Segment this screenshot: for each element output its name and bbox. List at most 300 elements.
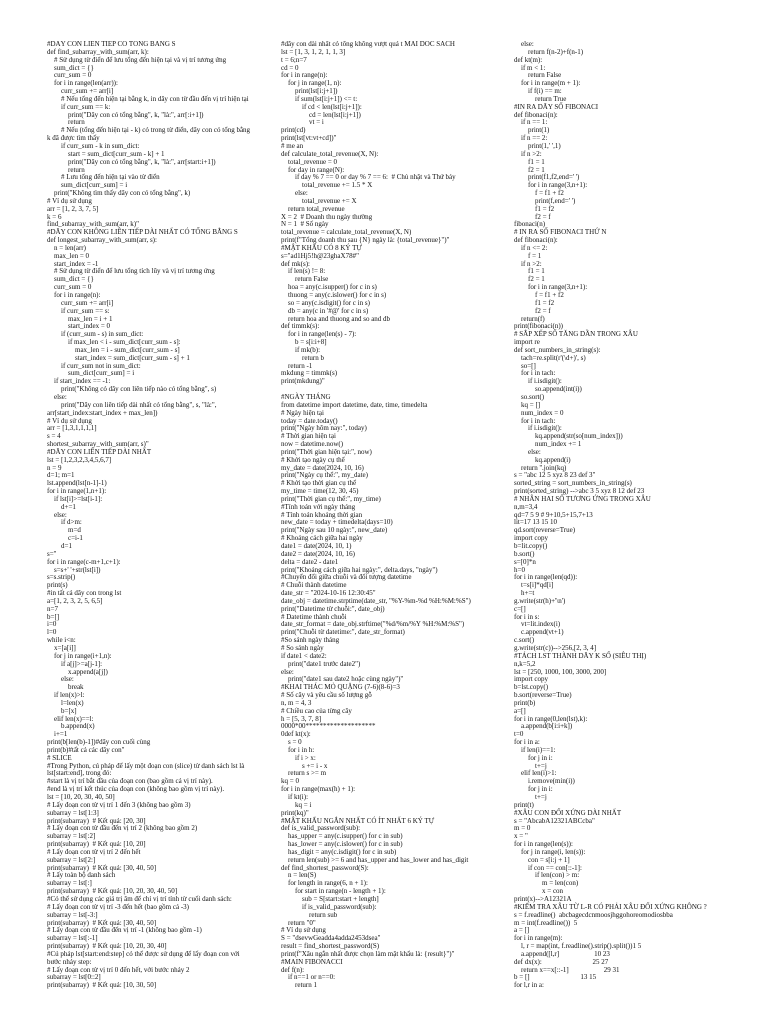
code-line: so=[] bbox=[514, 361, 536, 370]
code-line: tach=re.split(r'(\d+)', s) bbox=[514, 353, 586, 362]
code-line: # Lấy đoạn con từ vị trí 0 đến hết, với bước nhảy 2 bbox=[47, 965, 190, 974]
code-line: my_time = time(12, 30, 45) bbox=[281, 487, 359, 496]
code-line: s = "abc 12 5 xyz 8 23 def 3" bbox=[514, 471, 596, 480]
code-line: break bbox=[47, 683, 84, 692]
code-line: if a[j]>=a[j-1]: bbox=[47, 659, 103, 668]
code-line: sum_dict = {} bbox=[47, 63, 94, 72]
code-line: if date1 < date2: bbox=[281, 651, 327, 660]
code-line: # Thời gian hiện tại bbox=[281, 432, 336, 441]
code-line: print(b) bbox=[514, 698, 536, 707]
code-line: return False bbox=[514, 71, 562, 80]
code-line: for j in i: bbox=[514, 753, 553, 762]
code-line: print(f"Xâu ngắn nhất được chọn làm mật khẩu là: {result}")" bbox=[281, 949, 455, 958]
code-line: a = [] bbox=[514, 926, 530, 935]
code-line: # me an bbox=[281, 141, 304, 150]
code-line: total_revenue = 0 bbox=[281, 157, 338, 166]
code-line: a=[1, 2, 3, 2, 5, 6,5] bbox=[47, 596, 103, 605]
code-line: print(f1,f2,end=' ') bbox=[514, 173, 580, 182]
code-line: def find_subarray_with_sum(arr, k): bbox=[47, 47, 149, 56]
code-line: arr = [1,3,1,1,1,1] bbox=[47, 424, 97, 433]
code-line: # SLICE bbox=[47, 753, 72, 762]
code-line: f2 = 1 bbox=[514, 275, 545, 284]
code-line: return "0" bbox=[281, 918, 316, 927]
code-line: print(lst[vt:vt+cd])" bbox=[281, 134, 337, 143]
code-line: curr_sum = 0 bbox=[47, 71, 92, 80]
code-line: from datetime import datetime, date, time, timedelta bbox=[281, 400, 428, 409]
code-line: for l,r in a: bbox=[514, 981, 544, 990]
code-line: print(mkdung)" bbox=[281, 377, 325, 386]
code-line: else: bbox=[281, 189, 308, 198]
code-line: #Trong Python, cú pháp để lấy một đoạn con (slice) từ danh sách lst là bbox=[47, 761, 245, 770]
code-line: return bbox=[47, 165, 85, 174]
code-line: for i in range(1,n+1): bbox=[47, 487, 107, 496]
code-line: for i in range(max(h) + 1): bbox=[281, 785, 356, 794]
code-line: return f(n-2)+f(n-1) bbox=[514, 47, 584, 56]
code-line: kq = i bbox=[281, 800, 312, 809]
code-line: cd = 0 bbox=[281, 63, 299, 72]
code-line: print(cd) bbox=[281, 126, 306, 135]
code-line: lst = [10, 20, 30, 40, 50] bbox=[47, 793, 115, 801]
code-line: b.sort() bbox=[514, 549, 535, 558]
code-line: if is_valid_password(sub): bbox=[281, 902, 377, 911]
code-line: if len(s) != 8: bbox=[281, 267, 326, 276]
text-column-right bbox=[514, 41, 754, 990]
code-line: f = f1 + f2 bbox=[514, 189, 564, 198]
code-line: n,k=5,2 bbox=[514, 659, 536, 668]
code-line: so.sort() bbox=[514, 392, 545, 401]
code-line: if n >2: bbox=[514, 259, 542, 268]
code-line: # Lấy đoạn con từ vị trí 2 đến hết bbox=[47, 847, 141, 856]
code-line: #Cú pháp lst[start:end:step] có thể được sử dụng để lấy đoạn con với bbox=[47, 949, 240, 958]
code-line: shortest_subarray_with_sum(arr, s)" bbox=[47, 440, 149, 449]
code-line: print(b)#tất cả các dãy con" bbox=[47, 745, 125, 754]
code-line: #DÃY CON KHÔNG LIÊN TIẾP DÀI NHẤT CÓ TỔNG BẰNG S bbox=[47, 228, 238, 237]
code-line: t+=j bbox=[514, 793, 547, 801]
code-line: s="ad1Hj5!h@23ghaX78#" bbox=[281, 251, 359, 260]
code-line: for start in range(n - length + 1): bbox=[281, 887, 386, 896]
code-line: s = f.readline() abcbagecdcnmoosjhggohoreomodiosbba bbox=[514, 910, 673, 919]
code-line: X = 2 # Doanh thu ngày thường bbox=[281, 212, 373, 221]
code-line: b.sort(reverse=True) bbox=[514, 691, 572, 700]
code-line: print(subarray) # Kết quả: [10, 20, 30, 40, 50] bbox=[47, 887, 178, 896]
code-line: if curr_sum - k in sum_dict: bbox=[47, 141, 140, 150]
code-line: 0000*00******************** bbox=[281, 722, 376, 731]
code-line: print(fibonaci(n)) bbox=[514, 322, 563, 331]
code-line: t=0 bbox=[514, 730, 524, 739]
code-line: for i in tach: bbox=[514, 416, 556, 425]
code-line: date1 = date(2024, 10, 1) bbox=[281, 542, 352, 550]
code-line: if n==1 or n==0: bbox=[281, 973, 336, 982]
code-line: print("Datetime từ chuỗi:", date_obj) bbox=[281, 604, 385, 613]
code-line: x = " bbox=[514, 832, 528, 841]
code-line: total_revenue += 1.5 * X bbox=[281, 181, 373, 190]
code-line: # So sánh ngày bbox=[281, 643, 324, 652]
code-line: lst[start:end], trong đó: bbox=[47, 769, 112, 778]
code-line: i.remove(min(i)) bbox=[514, 777, 575, 786]
code-line: a.append(b[i:i+k]) bbox=[514, 722, 573, 731]
code-line: subarray = lst[1:3] bbox=[47, 808, 99, 817]
code-line: def dx(x): 25 27 bbox=[514, 957, 609, 966]
code-line: # Ví dụ sử dụng bbox=[47, 196, 92, 205]
code-line: con = s[i:j + 1] bbox=[514, 855, 570, 864]
code-line: #DÃY CON LIÊN TIẾP DÀI NHẤT bbox=[47, 447, 152, 456]
code-line: d=1; m=1 bbox=[47, 471, 75, 480]
code-line: kq.append(str(so[num_index])) bbox=[514, 432, 623, 441]
code-line: f2 = f bbox=[514, 212, 551, 221]
code-line: if m < 1: bbox=[514, 63, 546, 72]
code-line: find_subarray_with_sum(arr, k)" bbox=[47, 220, 139, 229]
code-line: for j in range(i, len(s)): bbox=[514, 847, 586, 856]
code-line: s += i - x bbox=[281, 761, 328, 770]
code-line: s=[0]*n bbox=[514, 557, 536, 566]
code-line: if i.isdigit(): bbox=[514, 424, 562, 433]
code-line: #Tính toán với ngày tháng bbox=[281, 502, 356, 511]
code-line: if len(x)>l: bbox=[47, 691, 85, 700]
code-line: print(lst[i:j+1]) bbox=[281, 87, 338, 96]
code-line: for i in range(m): bbox=[514, 934, 563, 943]
code-line: m=d bbox=[47, 526, 81, 535]
code-line: #TÁCH LST THÀNH DÃY K SỐ (SIÊU THỊ) bbox=[514, 651, 647, 660]
code-line: S = "dsevwGeadda4adda2453dsea" bbox=[281, 934, 381, 943]
code-line: sum_dict = {} bbox=[47, 275, 94, 284]
code-line: # Lấy đoạn con từ đầu đến vị trí -1 (không bao gồm -1) bbox=[47, 926, 202, 935]
code-line: k = 6 bbox=[47, 212, 62, 221]
code-line: else: bbox=[514, 41, 534, 48]
code-line: s=s.strip() bbox=[47, 573, 76, 582]
code-line: if sum(lst[i:j+1]) <= t: bbox=[281, 94, 358, 103]
code-line: t=s[i]*qd[i] bbox=[514, 581, 554, 590]
code-line: else: bbox=[47, 675, 74, 684]
code-line: my_date = date(2024, 10, 16) bbox=[281, 463, 364, 472]
code-line: def fibonaci(n): bbox=[514, 110, 558, 119]
code-line: for i in range(len(s) - 7): bbox=[281, 330, 357, 339]
code-line: print("date1 trước date2") bbox=[281, 659, 361, 668]
code-line: s='' bbox=[47, 549, 57, 558]
code-line: a.append([l,r] 10 23 bbox=[514, 949, 610, 958]
code-line: fibonaci(n) bbox=[514, 220, 546, 229]
text-column-left bbox=[47, 41, 279, 990]
code-line: g.write(str(h)+'\n') bbox=[514, 596, 566, 605]
code-line: date_str_format = date_obj.strftime("%d/%m/%Y %H:%M:%S") bbox=[281, 620, 465, 629]
code-line: curr_sum = 0 bbox=[47, 283, 92, 292]
code-line: def fibonaci(n): bbox=[514, 236, 558, 245]
code-line: lst = [1, 3, 1, 2, 1, 1, 3] bbox=[281, 47, 346, 56]
code-line: if i > x: bbox=[281, 753, 316, 762]
code-line: if con == con[::-1]: bbox=[514, 863, 582, 872]
code-line: for j in range(i+1,n): bbox=[47, 651, 112, 660]
code-line: # Ngày hiện tại bbox=[281, 408, 324, 417]
code-line: for i in range(n): bbox=[47, 291, 101, 299]
code-line: sub = S[start:start + length] bbox=[281, 894, 379, 903]
code-line: f1 = f2 bbox=[514, 298, 555, 307]
code-line: start_index = sum_dict[curr_sum - s] + 1 bbox=[47, 353, 190, 362]
code-line: for i in h: bbox=[281, 745, 315, 754]
code-line: subarray = lst[:] bbox=[47, 879, 92, 888]
code-line: b=[] bbox=[47, 612, 60, 621]
code-line: print(f,end=' ') bbox=[514, 196, 576, 205]
code-line: return False bbox=[281, 275, 329, 284]
code-line: f = 1 bbox=[514, 251, 542, 260]
code-line: qd.sort(reverse=True) bbox=[514, 526, 576, 535]
code-line: s = 4 bbox=[47, 432, 61, 441]
code-line: date2 = date(2024, 10, 16) bbox=[281, 549, 355, 558]
code-line: now = datetime.now() bbox=[281, 440, 344, 449]
code-line: def longest_subarray_with_sum(arr, s): bbox=[47, 236, 157, 245]
code-line: if f(i) == m: bbox=[514, 87, 562, 96]
code-line: for i in a: bbox=[514, 738, 540, 747]
code-line: i=0 bbox=[47, 620, 57, 629]
code-line: num_index = 0 bbox=[514, 408, 564, 417]
code-line: print("Khoảng cách giữa hai ngày:", delta.days, "ngày") bbox=[281, 565, 438, 574]
code-line: import copy bbox=[514, 675, 549, 684]
code-line: # Khởi tạo thời gian cụ thể bbox=[281, 479, 357, 488]
code-line: N = 1 # Số ngày bbox=[281, 220, 329, 229]
code-line: b=lst.copy() bbox=[514, 683, 549, 692]
code-line: #MẬT KHẨU NGẮN NHẤT CÓ ÍT NHẤT 6 KÝ TỰ bbox=[281, 816, 435, 825]
code-line: if n == 1: bbox=[514, 118, 548, 127]
code-line: #MAIN FIBONACCI bbox=[281, 957, 343, 966]
code-line: for j in i: bbox=[514, 785, 553, 794]
code-line: for length in range(6, n + 1): bbox=[281, 879, 368, 888]
code-line: b=lit.copy() bbox=[514, 542, 548, 550]
code-line: for i in s: bbox=[514, 612, 540, 621]
code-line: print("Ngày sau 10 ngày:", new_date) bbox=[281, 526, 388, 535]
code-line: #Chuyển đổi giữa chuỗi và đối tượng datetime bbox=[281, 573, 412, 582]
code-line: else: bbox=[47, 510, 67, 519]
code-line: lst.append(lst[n-1]-1) bbox=[47, 479, 107, 488]
code-line: kq.append(i) bbox=[514, 455, 571, 464]
code-line: # Sử dụng từ điển để lưu tổng đến hiện tại và vị trí tương ứng bbox=[47, 55, 227, 64]
code-line: if i.isdigit(): bbox=[514, 377, 562, 386]
code-line: print("Dãy con liên tiếp dài nhất có tổng bằng", s, "là:", bbox=[47, 400, 217, 409]
code-line: # Datetime thành chuỗi bbox=[281, 612, 347, 621]
code-line: if kt(i): bbox=[281, 793, 309, 801]
code-line: so = any(c.isdigit() for c in s) bbox=[281, 298, 370, 307]
code-line: if curr_sum == k: bbox=[47, 102, 111, 111]
code-line: g.write(str(c))-->256,[2, 3, 4] bbox=[514, 643, 597, 652]
code-line: # Sử dụng từ điển để lưu tổng tích lũy và vị trí tương ứng bbox=[47, 267, 215, 276]
code-line: b.append(x) bbox=[47, 722, 95, 731]
code-line: new_date = today + timedelta(days=10) bbox=[281, 518, 393, 527]
code-line: # Lấy đoạn con từ đầu đến vị trí 2 (không bao gồm 2) bbox=[47, 824, 198, 833]
code-line: #IN RA DÃY SỐ FIBONACI bbox=[514, 102, 599, 111]
code-line: def sort_numbers_in_string(s): bbox=[514, 345, 601, 354]
code-line: subarray = lst[0::2] bbox=[47, 973, 101, 982]
code-line: n = 9 bbox=[47, 463, 62, 472]
code-line: has_lower = any(c.islower() for c in sub) bbox=[281, 840, 403, 849]
code-line: b = [] 13 15 bbox=[514, 973, 597, 982]
code-line: print(s) bbox=[47, 581, 68, 590]
code-line: qd=7 5 9 # 9+10,5+15,7+13 bbox=[514, 510, 593, 519]
code-line: print(subarray) # Kết quả: [10, 20, 30, 40] bbox=[47, 942, 167, 951]
code-line: n, m = 4, 3 bbox=[281, 698, 312, 707]
code-line: return(f) bbox=[514, 314, 545, 323]
code-line: print("date1 sau date2 hoặc cùng ngày")" bbox=[281, 675, 404, 684]
code-line: l, r = map(int, f.readline().strip().split())1 5 bbox=[514, 942, 642, 951]
code-line: if n == 2: bbox=[514, 134, 548, 143]
code-line: m = len(con) bbox=[514, 879, 579, 888]
code-line: return x==x[::-1] 29 31 bbox=[514, 965, 620, 974]
code-line: print(subarray) # Kết quả: [10, 20] bbox=[47, 840, 146, 849]
code-line: print("Không tìm thấy dãy con có tổng bằng", k) bbox=[47, 189, 191, 198]
code-line: print("Không có dãy con liên tiếp nào có tổng bằng", s) bbox=[47, 385, 217, 394]
code-line: total_revenue += X bbox=[281, 196, 357, 205]
code-line: # Tính toán khoảng thời gian bbox=[281, 510, 363, 519]
code-line: #So sánh ngày tháng bbox=[281, 636, 340, 645]
code-line: def is_valid_password(sub): bbox=[281, 824, 361, 833]
code-line: max_len = i + 1 bbox=[47, 314, 113, 323]
code-line: #DÃY CON LIÊN TIẾP CÓ TỔNG BẰNG S bbox=[47, 41, 176, 48]
code-line: print(1) bbox=[514, 126, 550, 135]
code-line: #end là vị trí kết thúc của đoạn con (không bao gồm vị trí này). bbox=[47, 785, 225, 794]
code-line: print(subarray) # Kết quả: [10, 30, 50] bbox=[47, 981, 157, 990]
code-line: for i in range(3,n+1): bbox=[514, 283, 588, 292]
code-line: #NGÀY THÁNG bbox=[281, 392, 331, 401]
code-line: for j in range(1, n): bbox=[281, 79, 342, 88]
code-line: #MẬT KHẨU CÓ 8 KÝ TỰ bbox=[281, 243, 362, 252]
code-line: curr_sum += arr[i] bbox=[47, 298, 114, 307]
code-line: return True bbox=[514, 94, 567, 103]
code-line: import re bbox=[514, 338, 540, 347]
code-line: for i in range(3,n+1): bbox=[514, 181, 588, 190]
code-line: return bbox=[47, 118, 85, 127]
code-line: n,m=3,4 bbox=[514, 502, 538, 511]
code-line: if cd < len(lst[i:j+1]): bbox=[281, 102, 362, 111]
code-line: x=[a[i]] bbox=[47, 643, 76, 652]
code-line: f2 = 1 bbox=[514, 165, 545, 174]
code-line: arr = [1, 2, 3, 7, 5] bbox=[47, 204, 99, 213]
code-line: def timmk(s): bbox=[281, 322, 320, 331]
code-line: i+=1 bbox=[47, 730, 68, 739]
code-line: c.sort() bbox=[514, 636, 535, 645]
code-line: print(subarray) # Kết quả: [30, 40, 50] bbox=[47, 863, 157, 872]
code-line: c=i-1 bbox=[47, 534, 83, 543]
code-line: def f(n): bbox=[281, 965, 305, 974]
code-line: def calculate_total_revenue(X, N): bbox=[281, 149, 379, 158]
code-line: print(subarray) # Kết quả: [30, 40, 50] bbox=[47, 918, 157, 927]
code-line: # Lấy đoạn con từ vị trí 1 đến 3 (không bao gồm 3) bbox=[47, 800, 191, 809]
code-line: print(kq)" bbox=[281, 808, 309, 817]
code-line: today = date.today() bbox=[281, 416, 338, 425]
code-line: return s >= m bbox=[281, 769, 327, 778]
code-line: max_len = 0 bbox=[47, 251, 90, 260]
code-line: curr_sum += arr[i] bbox=[47, 87, 114, 96]
code-line: for i in range(n): bbox=[281, 71, 328, 80]
code-line: thuong = any(c.islower() for c in s) bbox=[281, 291, 387, 299]
code-line: return len(sub) >= 6 and has_upper and has_lower and has_digit bbox=[281, 855, 469, 864]
code-line: bước nhảy step: bbox=[47, 957, 92, 966]
code-line: f2 = f bbox=[514, 306, 551, 315]
code-line: b = s[i:i+8] bbox=[281, 338, 327, 347]
code-line: lit=17 13 15 10 bbox=[514, 518, 558, 527]
code-line: f1 = 1 bbox=[514, 267, 545, 276]
code-line: for i in range(m + 1): bbox=[514, 79, 581, 88]
code-line: kq = [] bbox=[514, 400, 541, 409]
code-line: subarray = lst[:2] bbox=[47, 832, 96, 841]
code-line: for i in range(c-m+1,c+1): bbox=[47, 557, 121, 566]
code-line: m = 0 bbox=[514, 824, 531, 833]
code-line: delta = date2 - date1 bbox=[281, 557, 339, 566]
code-line: vt = i bbox=[281, 118, 324, 127]
code-line: if d>m: bbox=[47, 518, 82, 527]
code-line: l=len(x) bbox=[47, 698, 84, 707]
code-line: f1 = f2 bbox=[514, 204, 555, 213]
code-line: print(b[len(b)-1])#dãy con cuối cùng bbox=[47, 738, 151, 747]
code-line: # Lấy đoạn con từ vị trí -3 đến hết (bao gồm cả -3) bbox=[47, 902, 189, 911]
code-line: return total_revenue bbox=[281, 204, 345, 213]
code-line: total_revenue = calculate_total_revenue(X, N) bbox=[281, 228, 412, 237]
code-line: subarray = lst[2:] bbox=[47, 855, 96, 864]
code-line: return ''.join(kq) bbox=[514, 463, 567, 472]
code-line: h+=t bbox=[514, 589, 535, 598]
code-line: elif len(i)>1: bbox=[514, 769, 557, 778]
code-line: db = any(c in '#@' for c in s) bbox=[281, 306, 369, 315]
code-line: for i in range(len(arr)): bbox=[47, 79, 118, 88]
code-line: n = len(arr) bbox=[47, 243, 86, 252]
code-line: def kt(m): bbox=[514, 55, 543, 64]
code-line: t+=j bbox=[514, 761, 547, 770]
code-line: arr[start_index:start_index + max_len]) bbox=[47, 408, 158, 417]
code-line: if (curr_sum - s) in sum_dict: bbox=[47, 330, 144, 339]
code-line: #KHAI THÁC MỎ QUẶNG (7-6)(8-6)=3 bbox=[281, 683, 400, 692]
code-line: mkdung = timmk(s) bbox=[281, 369, 338, 378]
code-line: lst = [250, 1000, 100, 3000, 200] bbox=[514, 667, 607, 676]
code-line: result = find_shortest_password(S) bbox=[281, 942, 380, 951]
code-line: return -1 bbox=[281, 361, 313, 370]
code-line: return sub bbox=[281, 910, 338, 919]
code-line: # SẮP XẾP SỐ TĂNG DẦN TRONG XÂU bbox=[514, 330, 638, 339]
code-line: if day % 7 == 0 or day % 7 == 6: # Chủ nhật và Thứ bảy bbox=[281, 173, 456, 182]
code-line: #in tất cả dãy con trong lst bbox=[47, 589, 122, 598]
code-line: kq = 0 bbox=[281, 777, 299, 786]
code-line: for i in tach: bbox=[514, 369, 556, 378]
code-line: 0def kt(x): bbox=[281, 730, 311, 739]
code-line: h=0 bbox=[514, 565, 525, 574]
code-line: print("Dãy con có tổng bằng", k, "là:", arr[start:i+1]) bbox=[47, 157, 216, 166]
code-line: s = "AbcabA12321ABCcba" bbox=[514, 816, 595, 825]
code-line: while i<n: bbox=[47, 636, 76, 645]
code-line: for i in range(len(s)): bbox=[514, 840, 573, 849]
code-line: f1 = 1 bbox=[514, 157, 545, 166]
code-line: num_index += 1 bbox=[514, 440, 582, 449]
code-line: date_obj = datetime.strptime(date_str, "%Y-%m-%d %H:%M:%S") bbox=[281, 596, 471, 605]
code-line: f = f1 + f2 bbox=[514, 291, 564, 299]
code-line: import copy bbox=[514, 534, 549, 543]
code-line: print(sorted_string) -->abc 3 5 xyz 8 12 def 23 bbox=[514, 487, 645, 496]
code-line: cd = len(lst[i:j+1]) bbox=[281, 110, 361, 119]
code-line: #dãy con dài nhất có tổng không vượt quá t MAI DOC SÁCH bbox=[281, 41, 455, 48]
code-line: # Ví dụ sử dụng bbox=[47, 416, 92, 425]
code-line: m = int(f.readline()) 5 bbox=[514, 918, 578, 927]
code-line: if len(i)==1: bbox=[514, 745, 556, 754]
code-line: hoa = any(c.isupper() for c in s) bbox=[281, 283, 377, 292]
code-line: vt=lit.index(i) bbox=[514, 620, 561, 629]
code-line: subarray = lst[-3:] bbox=[47, 910, 98, 919]
code-line: sorted_string = sort_numbers_in_string(s) bbox=[514, 479, 632, 488]
code-line: if mk(b): bbox=[281, 345, 321, 354]
code-line: s = 0 bbox=[281, 738, 302, 747]
code-line: for i in range(len(qd)): bbox=[514, 573, 578, 582]
code-line: print("Thời gian cụ thể:", my_time) bbox=[281, 494, 381, 503]
code-line: #Có thể sử dụng các giá trị âm để chỉ vị trí tính từ cuối danh sách: bbox=[47, 894, 232, 903]
code-line: date_str = "2024-10-16 12:30:45" bbox=[281, 589, 376, 598]
code-line: a=[] bbox=[514, 706, 526, 715]
code-line: subarray = lst[:-1] bbox=[47, 934, 98, 943]
code-line: # Nếu (tổng đến hiện tại - k) có trong từ điển, dãy con có tổng bằng bbox=[47, 126, 251, 135]
code-line: if n <= 2: bbox=[514, 243, 548, 252]
code-line: start_index = -1 bbox=[47, 259, 99, 268]
code-line: l=0 bbox=[47, 628, 57, 637]
